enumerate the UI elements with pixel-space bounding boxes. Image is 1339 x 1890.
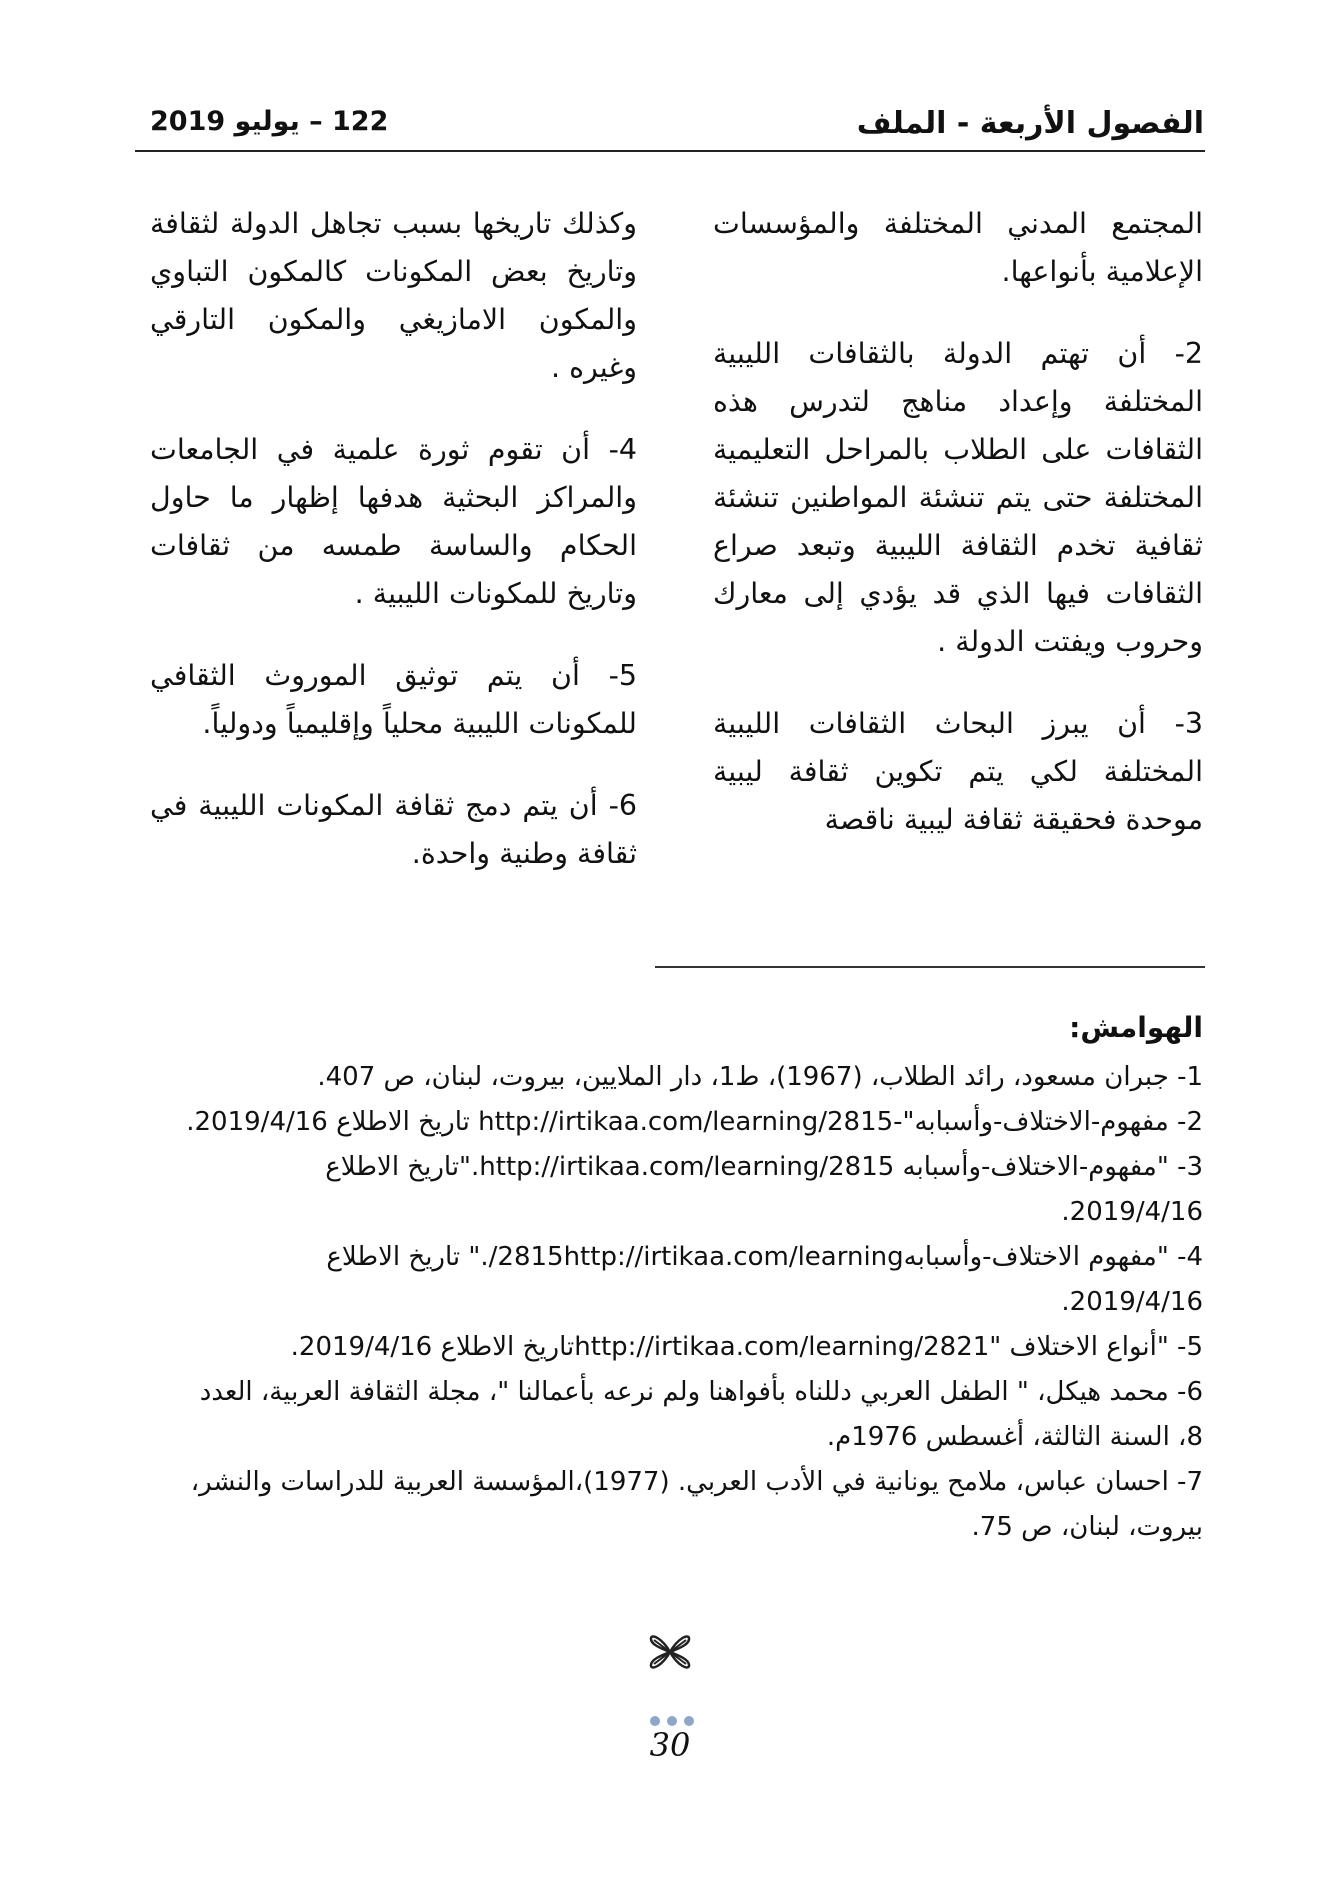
footnote-item: 4- "مفهوم الاختلاف-وأسبابه2815http://irtikaa.com/learning/." تاريخ الاطلاع 2019/4/16. [326, 1242, 1203, 1317]
footnote-item: 5- "أنواع الاختلاف "http://irtikaa.com/learning/2821تاريخ الاطلاع 2019/4/16. [290, 1332, 1203, 1362]
running-header-issue: 122 – يوليو 2019 [150, 106, 389, 137]
body-column-left [150, 200, 637, 912]
footnote-item: 7- احسان عباس، ملامح يونانية في الأدب العربي. (1977)،المؤسسة العربية للدراسات والنشر، بيروت، لبنان، ص 75. [190, 1467, 1203, 1542]
page-number: 30 [649, 1726, 691, 1764]
paragraph: 5- أن يتم توثيق الموروث الثقافي للمكونات الليبية محلياً وإقليمياً ودولياً. [150, 659, 637, 740]
paragraph: وكذلك تاريخها بسبب تجاهل الدولة لثقافة وتاريخ بعض المكونات كالمكون التباوي والمكون الامازيغي والمكون التارقي وغيره . [150, 207, 637, 384]
header-divider [135, 150, 1205, 152]
footnotes-divider [655, 966, 1205, 968]
paragraph: 4- أن تقوم ثورة علمية في الجامعات والمراكز البحثية هدفها إظهار ما حاول الحكام والساسة طمسه من ثقافات وتاريخ للمكونات الليبية . [150, 433, 637, 610]
footnote-item: 1- جبران مسعود، رائد الطلاب، (1967)، ط1، دار الملايين، بيروت، لبنان، ص 407. [317, 1062, 1203, 1092]
dot [667, 1716, 677, 1726]
dot [684, 1716, 694, 1726]
footnotes-list [183, 1055, 1203, 1550]
footnote-item: 2- مفهوم-الاختلاف-وأسبابه"-http://irtikaa.com/learning/2815 تاريخ الاطلاع 2019/4/16. [186, 1107, 1203, 1137]
footnote-item: 6- محمد هيكل، " الطفل العربي دللناه بأفواهنا ولم نرعه بأعمالنا "، مجلة الثقافة العربية، العدد 8، السنة الثالثة، أغسطس 1976م. [199, 1377, 1203, 1452]
paragraph: 2- أن تهتم الدولة بالثقافات الليبية المختلفة وإعداد مناهج لتدرس هذه الثقافات على الطلاب بالمراحل التعليمية المختلفة حتى يتم تنشئة المواطنين تنشئة ثقافية تخدم الثقافة الليبية وتبعد صراع الثقافات فيها الذي قد يؤدي إلى معارك وحروب ويفتت الدولة . [713, 337, 1203, 658]
footnote-item: 3- "مفهوم-الاختلاف-وأسبابه http://irtikaa.com/learning/2815."تاريخ الاطلاع 2019/4/16. [325, 1152, 1203, 1227]
body-column-right [713, 200, 1203, 878]
running-header-title: الفصول الأربعة - الملف [856, 106, 1204, 141]
footnotes-title: الهوامش: [1069, 1011, 1203, 1044]
paragraph: المجتمع المدني المختلفة والمؤسسات الإعلامية بأنواعها. [713, 207, 1203, 288]
butterfly-ornament-icon [648, 1632, 692, 1672]
paragraph: 6- أن يتم دمج ثقافة المكونات الليبية في ثقافة وطنية واحدة. [150, 789, 637, 870]
dot [650, 1716, 660, 1726]
paragraph: 3- أن يبرز البحاث الثقافات الليبية المختلفة لكي يتم تكوين ثقافة ليبية موحدة فحقيقة ثقافة ليبية ناقصة [713, 707, 1203, 836]
